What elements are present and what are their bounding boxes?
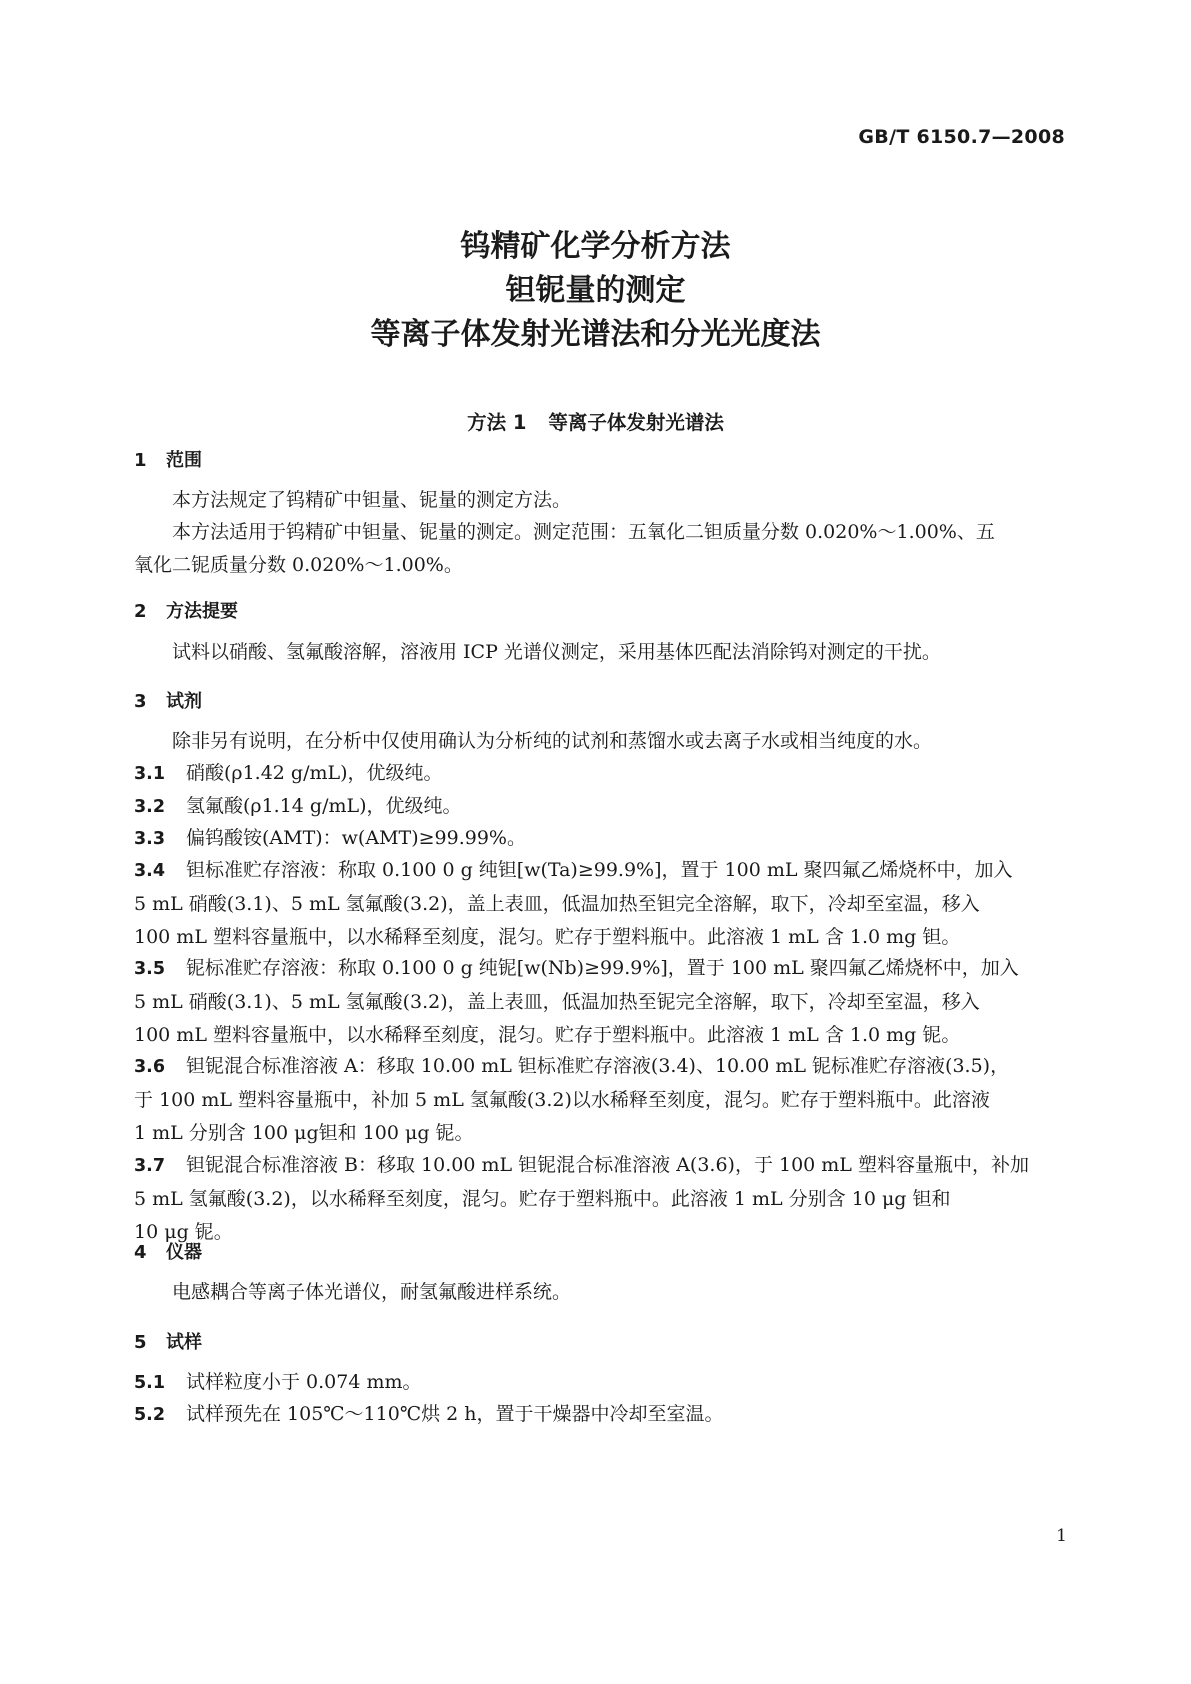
section-number: 3: [134, 691, 147, 712]
section-1-paragraph-1: 本方法规定了钨精矿中钽量、铌量的测定方法。: [172, 489, 572, 511]
section-2-paragraph-1: 试料以硝酸、氢氟酸溶解，溶液用 ICP 光谱仪测定，采用基体匹配法消除钨对测定的干扰。: [172, 641, 941, 663]
section-number: 4: [134, 1242, 147, 1263]
item-line: 5 mL 硝酸(3.1)、5 mL 氢氟酸(3.2)，盖上表皿，低温加热至钽完全溶解，取下，冷却至室温，移入: [134, 893, 980, 915]
item-3-1: [134, 757, 1056, 791]
item-number: 3.6: [134, 1057, 166, 1077]
item-text: 偏钨酸铵(AMT)：w(AMT)≥99.99%。: [186, 827, 526, 849]
item-line: 钽铌混合标准溶液 B：移取 10.00 mL 钽铌混合标准溶液 A(3.6)，于 100 mL 塑料容量瓶中，补加: [186, 1154, 1029, 1176]
title-line-3: 等离子体发射光谱法和分光光度法: [370, 317, 821, 352]
section-4-paragraph-1: 电感耦合等离子体光谱仪，耐氢氟酸进样系统。: [172, 1281, 572, 1303]
item-3-2: [134, 790, 1056, 824]
item-3-3: [134, 822, 1056, 856]
item-number: 3.7: [134, 1156, 166, 1176]
item-number: 5.1: [134, 1373, 166, 1393]
section-2-heading: [134, 597, 238, 623]
item-5-2: [134, 1398, 1056, 1432]
item-line: 5 mL 氢氟酸(3.2)，以水稀释至刻度，混匀。贮存于塑料瓶中。此溶液 1 mL 分别含 10 μg 钽和: [134, 1188, 951, 1210]
item-5-1: [134, 1366, 1056, 1400]
item-number: 5.2: [134, 1405, 166, 1425]
section-title: 方法提要: [166, 601, 238, 622]
page-number: 1: [1056, 1526, 1067, 1546]
document-title: [0, 225, 1191, 357]
method-number: 方法 1: [467, 411, 527, 434]
paragraph-line: 氧化二铌质量分数 0.020%～1.00%。: [134, 554, 463, 576]
item-number: 3.3: [134, 829, 166, 849]
section-number: 1: [134, 450, 147, 471]
item-text: 试样粒度小于 0.074 mm。: [186, 1371, 422, 1393]
item-text: 硝酸(ρ1.42 g/mL)，优级纯。: [186, 762, 443, 784]
title-line-2: 钽铌量的测定: [505, 273, 686, 308]
section-5-heading: [134, 1328, 202, 1354]
item-line: 铌标准贮存溶液：称取 0.100 0 g 纯铌[w(Nb)≥99.9%]，置于 100 mL 聚四氟乙烯烧杯中，加入: [186, 957, 1019, 979]
section-title: 试样: [166, 1332, 202, 1353]
item-line: 100 mL 塑料容量瓶中，以水稀释至刻度，混匀。贮存于塑料瓶中。此溶液 1 mL 含 1.0 mg 铌。: [134, 1024, 961, 1046]
item-line: 10 μg 铌。: [134, 1221, 233, 1243]
item-3-5: [134, 952, 1056, 1052]
item-number: 3.4: [134, 861, 166, 881]
section-title: 范围: [166, 450, 202, 471]
item-number: 3.5: [134, 959, 166, 979]
method-name: 等离子体发射光谱法: [548, 411, 724, 434]
item-line: 1 mL 分别含 100 μg钽和 100 μg 铌。: [134, 1122, 474, 1144]
item-3-7: [134, 1149, 1056, 1249]
item-number: 3.1: [134, 764, 166, 784]
section-4-heading: [134, 1238, 202, 1264]
section-number: 2: [134, 601, 147, 622]
paragraph-line: 本方法适用于钨精矿中钽量、铌量的测定。测定范围：五氧化二钽质量分数 0.020%～1.00%、五: [172, 521, 995, 543]
item-3-6: [134, 1050, 1056, 1150]
item-text: 氢氟酸(ρ1.14 g/mL)，优级纯。: [186, 795, 462, 817]
section-1-paragraph-2: [134, 516, 1056, 582]
item-line: 于 100 mL 塑料容量瓶中，补加 5 mL 氢氟酸(3.2)以水稀释至刻度，混匀。贮存于塑料瓶中。此溶液: [134, 1089, 990, 1111]
section-3-intro: 除非另有说明，在分析中仅使用确认为分析纯的试剂和蒸馏水或去离子水或相当纯度的水。: [172, 730, 933, 752]
section-number: 5: [134, 1332, 147, 1353]
item-line: 钽铌混合标准溶液 A：移取 10.00 mL 钽标准贮存溶液(3.4)、10.00 mL 铌标准贮存溶液(3.5)，: [186, 1055, 1010, 1077]
title-line-1: 钨精矿化学分析方法: [460, 229, 731, 264]
item-number: 3.2: [134, 797, 166, 817]
item-3-4: [134, 854, 1056, 954]
section-3-heading: [134, 687, 202, 713]
item-line: 5 mL 硝酸(3.1)、5 mL 氢氟酸(3.2)，盖上表皿，低温加热至铌完全溶解，取下，冷却至室温，移入: [134, 991, 980, 1013]
item-text: 试样预先在 105℃～110℃烘 2 h，置于干燥器中冷却至室温。: [186, 1403, 724, 1425]
item-line: 钽标准贮存溶液：称取 0.100 0 g 纯钽[w(Ta)≥99.9%]，置于 100 mL 聚四氟乙烯烧杯中，加入: [186, 859, 1013, 881]
method-heading: [0, 407, 1191, 435]
section-title: 试剂: [166, 691, 202, 712]
standard-number: GB/T 6150.7—2008: [858, 126, 1065, 148]
item-line: 100 mL 塑料容量瓶中，以水稀释至刻度，混匀。贮存于塑料瓶中。此溶液 1 mL 含 1.0 mg 钽。: [134, 926, 961, 948]
section-title: 仪器: [166, 1242, 202, 1263]
section-1-heading: [134, 446, 202, 472]
